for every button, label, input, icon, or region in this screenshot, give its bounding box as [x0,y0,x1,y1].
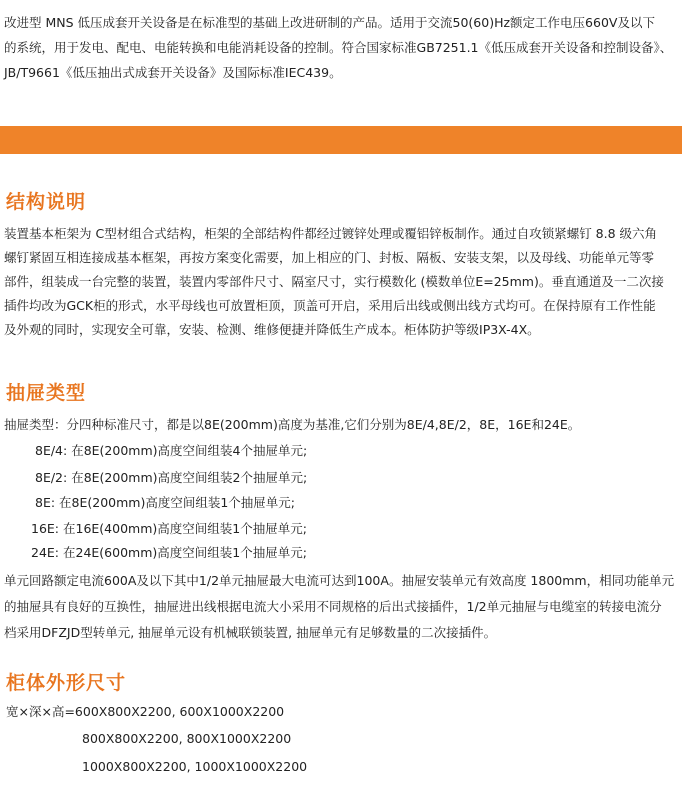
structure-line: 及外观的同时，实现安全可靠，安装、检测、维修便捷并降低生产成本。柜体防护等级IP3X-4X。 [4,322,540,337]
dimensions-section-title: 柜体外形尺寸 [6,672,127,694]
list-item: 8E/2: 在8E(200mm)高度空间组装2个抽屉单元; [35,470,308,485]
drawer-note-line: 的抽屉具有良好的互换性，抽屉进出线根据电流大小采用不同规格的后出式接插件，1/2单元抽屉与电缆室的转接电流分 [4,599,662,614]
intro-paragraph [4,10,676,85]
list-item: 24E: 在24E(600mm)高度空间组装1个抽屉单元; [31,545,307,560]
list-item: 8E/4: 在8E(200mm)高度空间组装4个抽屉单元; [35,443,308,458]
structure-line: 插件均改为GCK柜的形式，水平母线也可放置柜顶，顶盖可开启，采用后出线或侧出线方式均可。在保持原有工作性能 [4,298,656,313]
structure-section-title: 结构说明 [6,191,87,213]
structure-line: 螺钉紧固互相连接成基本框架，再按方案变化需要，加上相应的门、封板、隔板、安装支架，以及母线、功能单元等零 [4,250,655,265]
drawer-intro: 抽屉类型：分四种标准尺寸，都是以8E(200mm)高度为基准,它们分别为8E/4,8E/2，8E，16E和24E。 [4,417,581,432]
structure-paragraph [4,222,676,342]
drawer-note-line: 档采用DFZJD型转单元, 抽屉单元设有机械联锁装置, 抽屉单元有足够数量的二次接插件。 [4,625,497,640]
dimension-line: 宽×深×高=600X800X2200, 600X1000X2200 [6,704,285,719]
drawer-note-line: 单元回路额定电流600A及以下其中1/2单元抽屉最大电流可达到100A。抽屉安装单元有效高度 1800mm，相同功能单元 [4,573,675,588]
orange-divider-bar [0,126,682,154]
dimension-line: 1000X800X2200, 1000X1000X2200 [82,759,308,774]
structure-line: 部件，组装成一台完整的装置，装置内零部件尺寸、隔室尺寸，实行模数化 (模数单位E=25mm)。垂直通道及一二次接 [4,274,664,289]
intro-line: JB/T9661《低压抽出式成套开关设备》及国际标准IEC439。 [4,65,342,80]
drawer-notes [4,568,676,646]
intro-line: 的系统，用于发电、配电、电能转换和电能消耗设备的控制。符合国家标准GB7251.1《低压成套开关设备和控制设备》、 [4,40,673,55]
structure-line: 装置基本柜架为 C型材组合式结构，柜架的全部结构件都经过镀锌处理或覆铝锌板制作。通过自攻锁紧螺钉 8.8 级六角 [4,226,658,241]
intro-line: 改进型 MNS 低压成套开关设备是在标准型的基础上改进研制的产品。适用于交流50(60)Hz额定工作电压660V及以下 [4,15,655,30]
dimension-line: 800X800X2200, 800X1000X2200 [82,731,292,746]
drawer-section-title: 抽屉类型 [6,382,87,404]
list-item: 8E: 在8E(200mm)高度空间组装1个抽屉单元; [35,495,296,510]
list-item: 16E: 在16E(400mm)高度空间组装1个抽屉单元; [31,521,307,536]
